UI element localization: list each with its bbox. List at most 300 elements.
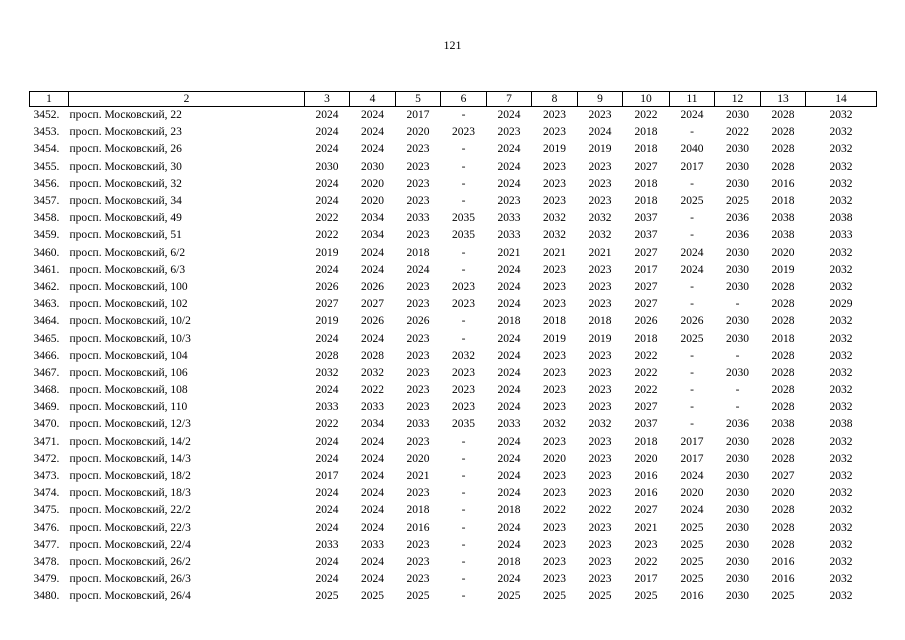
year-cell: 2019 xyxy=(543,332,566,345)
year-cell: 2024 xyxy=(497,487,521,500)
year-cell: 2030 xyxy=(315,160,339,173)
year-cell: 2032 xyxy=(588,212,612,225)
year-cell: 2022 xyxy=(315,229,339,242)
year-cell: - xyxy=(735,298,740,311)
table-row xyxy=(30,485,877,502)
column-header-12: 12 xyxy=(715,92,761,107)
year-cell: 2022 xyxy=(315,212,339,225)
address-cell: просп. Московский, 34 xyxy=(69,195,182,208)
year-cell: 2032 xyxy=(829,246,853,259)
table-row xyxy=(30,537,877,554)
table-row xyxy=(30,382,877,399)
year-cell: 2033 xyxy=(497,418,521,431)
year-cell: 2034 xyxy=(361,212,384,225)
year-cell: - xyxy=(735,349,740,362)
year-cell: 2032 xyxy=(829,538,853,551)
year-cell: 2025 xyxy=(680,521,704,534)
year-cell: 2030 xyxy=(726,332,749,345)
year-cell: 2017 xyxy=(634,573,658,586)
year-cell: 2024 xyxy=(361,246,384,259)
year-cell: 2023 xyxy=(634,538,658,551)
address-cell: просп. Московский, 10/3 xyxy=(69,332,191,345)
year-cell: 2024 xyxy=(680,246,704,259)
table-row xyxy=(30,262,877,279)
year-cell: - xyxy=(461,160,466,173)
year-cell: 2022 xyxy=(634,555,658,568)
year-cell: 2023 xyxy=(452,298,475,311)
year-cell: - xyxy=(461,315,466,328)
year-cell: 2023 xyxy=(543,366,566,379)
table-row xyxy=(30,520,877,537)
year-cell: 2033 xyxy=(315,538,339,551)
year-cell: 2024 xyxy=(497,280,521,293)
year-cell: 2022 xyxy=(634,109,658,122)
year-cell: 2032 xyxy=(829,280,853,293)
year-cell: 2023 xyxy=(452,126,475,139)
year-cell: 2028 xyxy=(771,160,795,173)
year-cell: 2028 xyxy=(771,143,795,156)
row-number-cell: 3475. xyxy=(33,504,60,517)
year-cell: 2022 xyxy=(634,366,658,379)
year-cell: - xyxy=(690,384,694,397)
year-cell: 2023 xyxy=(406,366,430,379)
year-cell: 2038 xyxy=(771,418,795,431)
address-cell: просп. Московский, 22/2 xyxy=(69,504,191,517)
year-cell: 2018 xyxy=(543,315,566,328)
table-row xyxy=(30,159,877,176)
year-cell: 2027 xyxy=(634,160,658,173)
year-cell: 2032 xyxy=(829,487,853,500)
year-cell: - xyxy=(461,246,466,259)
address-cell: просп. Московский, 104 xyxy=(69,349,188,362)
year-cell: 2024 xyxy=(315,143,339,156)
year-cell: - xyxy=(461,521,466,534)
address-cell: просп. Московский, 14/2 xyxy=(69,435,191,448)
year-cell: 2023 xyxy=(406,143,430,156)
year-cell: 2023 xyxy=(543,160,566,173)
year-cell: 2027 xyxy=(361,298,384,311)
year-cell: 2024 xyxy=(497,177,521,190)
year-cell: 2040 xyxy=(680,143,704,156)
year-cell: - xyxy=(690,418,694,431)
year-cell: 2025 xyxy=(726,195,749,208)
year-cell: 2022 xyxy=(315,418,339,431)
address-cell: просп. Московский, 108 xyxy=(69,384,188,397)
address-cell: просп. Московский, 22/3 xyxy=(69,521,191,534)
column-header-5: 5 xyxy=(396,92,441,107)
year-cell: 2025 xyxy=(680,573,704,586)
year-cell: 2030 xyxy=(726,487,749,500)
year-cell: 2030 xyxy=(726,435,749,448)
column-header-11: 11 xyxy=(670,92,715,107)
row-number-cell: 3460. xyxy=(33,246,60,259)
year-cell: 2024 xyxy=(361,126,384,139)
year-cell: 2025 xyxy=(680,332,704,345)
year-cell: 2028 xyxy=(771,504,795,517)
row-number-cell: 3453. xyxy=(33,126,60,139)
address-cell: просп. Московский, 51 xyxy=(69,229,182,242)
year-cell: 2023 xyxy=(543,401,566,414)
year-cell: 2033 xyxy=(497,212,521,225)
year-cell: 2024 xyxy=(315,263,339,276)
column-header-2: 2 xyxy=(69,92,305,107)
year-cell: 2033 xyxy=(829,229,853,242)
year-cell: 2023 xyxy=(543,263,566,276)
address-cell: просп. Московский, 32 xyxy=(69,177,182,190)
column-header-3: 3 xyxy=(305,92,350,107)
year-cell: 2032 xyxy=(829,160,853,173)
address-cell: просп. Московский, 102 xyxy=(69,298,188,311)
year-cell: 2028 xyxy=(771,435,795,448)
year-cell: 2023 xyxy=(588,573,612,586)
column-number-row xyxy=(30,92,877,107)
year-cell: 2032 xyxy=(543,229,566,242)
year-cell: 2018 xyxy=(497,555,521,568)
year-cell: 2022 xyxy=(543,504,566,517)
year-cell: 2034 xyxy=(361,229,384,242)
year-cell: - xyxy=(461,435,466,448)
year-cell: 2020 xyxy=(680,487,704,500)
year-cell: 2023 xyxy=(588,384,612,397)
year-cell: 2024 xyxy=(497,538,521,551)
year-cell: 2033 xyxy=(406,418,430,431)
year-cell: 2022 xyxy=(634,384,658,397)
year-cell: 2032 xyxy=(829,332,853,345)
year-cell: 2023 xyxy=(452,401,475,414)
year-cell: - xyxy=(461,177,466,190)
year-cell: 2035 xyxy=(452,418,475,431)
row-number-cell: 3467. xyxy=(33,366,60,379)
year-cell: - xyxy=(461,109,466,122)
year-cell: 2024 xyxy=(361,555,384,568)
table-row xyxy=(30,176,877,193)
table-row xyxy=(30,399,877,416)
year-cell: - xyxy=(461,143,466,156)
year-cell: 2030 xyxy=(726,470,749,483)
year-cell: 2025 xyxy=(361,590,384,603)
year-cell: 2028 xyxy=(771,349,795,362)
year-cell: 2030 xyxy=(726,590,749,603)
column-header-9: 9 xyxy=(578,92,623,107)
table-row xyxy=(30,124,877,141)
year-cell: 2016 xyxy=(634,470,658,483)
year-cell: - xyxy=(461,504,466,517)
year-cell: 2024 xyxy=(680,470,704,483)
year-cell: 2030 xyxy=(726,177,749,190)
year-cell: 2032 xyxy=(829,109,853,122)
year-cell: 2030 xyxy=(726,521,749,534)
table-header xyxy=(30,92,877,107)
year-cell: 2032 xyxy=(543,212,566,225)
address-cell: просп. Московский, 22 xyxy=(69,109,182,122)
table-row xyxy=(30,451,877,468)
year-cell: 2024 xyxy=(361,504,384,517)
year-cell: 2018 xyxy=(771,332,795,345)
year-cell: 2024 xyxy=(315,452,339,465)
year-cell: 2024 xyxy=(315,555,339,568)
year-cell: 2024 xyxy=(497,401,521,414)
address-cell: просп. Московский, 22/4 xyxy=(69,538,191,551)
year-cell: 2020 xyxy=(543,452,566,465)
year-cell: - xyxy=(690,280,694,293)
year-cell: 2028 xyxy=(771,521,795,534)
address-cell: просп. Московский, 26 xyxy=(69,143,182,156)
year-cell: 2023 xyxy=(497,126,521,139)
year-cell: 2028 xyxy=(771,126,795,139)
year-cell: 2028 xyxy=(771,384,795,397)
year-cell: 2018 xyxy=(497,504,521,517)
year-cell: 2024 xyxy=(315,521,339,534)
year-cell: 2024 xyxy=(497,298,521,311)
year-cell: 2016 xyxy=(771,555,795,568)
year-cell: 2018 xyxy=(497,315,521,328)
year-cell: 2018 xyxy=(634,435,658,448)
row-number-cell: 3472. xyxy=(33,452,60,465)
row-number-cell: 3462. xyxy=(33,280,60,293)
year-cell: 2024 xyxy=(361,435,384,448)
year-cell: 2024 xyxy=(497,435,521,448)
year-cell: 2033 xyxy=(361,401,384,414)
year-cell: 2023 xyxy=(588,177,612,190)
year-cell: 2024 xyxy=(361,109,384,122)
year-cell: 2030 xyxy=(726,160,749,173)
year-cell: 2023 xyxy=(406,177,430,190)
table-row xyxy=(30,571,877,588)
address-cell: просп. Московский, 18/3 xyxy=(69,487,191,500)
year-cell: 2024 xyxy=(497,573,521,586)
year-cell: 2032 xyxy=(829,470,853,483)
year-cell: 2032 xyxy=(588,418,612,431)
row-number-cell: 3459. xyxy=(33,229,60,242)
address-cell: просп. Московский, 6/2 xyxy=(69,246,186,259)
year-cell: 2023 xyxy=(543,470,566,483)
year-cell: 2024 xyxy=(315,573,339,586)
year-cell: 2024 xyxy=(361,143,384,156)
year-cell: 2023 xyxy=(543,384,566,397)
address-cell: просп. Московский, 26/3 xyxy=(69,573,191,586)
year-cell: 2016 xyxy=(634,487,658,500)
address-cell: просп. Московский, 49 xyxy=(69,212,182,225)
year-cell: 2030 xyxy=(726,555,749,568)
year-cell: 2023 xyxy=(406,555,430,568)
year-cell: 2038 xyxy=(771,229,795,242)
year-cell: 2019 xyxy=(588,143,612,156)
year-cell: 2027 xyxy=(634,280,658,293)
address-cell: просп. Московский, 100 xyxy=(69,280,188,293)
year-cell: 2024 xyxy=(315,504,339,517)
year-cell: 2030 xyxy=(726,246,749,259)
column-header-1: 1 xyxy=(30,92,69,107)
year-cell: 2038 xyxy=(829,418,853,431)
year-cell: 2019 xyxy=(543,143,566,156)
table-row xyxy=(30,416,877,433)
year-cell: 2024 xyxy=(588,126,612,139)
table-row xyxy=(30,348,877,365)
table-body xyxy=(30,107,877,606)
year-cell: 2023 xyxy=(588,160,612,173)
year-cell: 2028 xyxy=(361,349,384,362)
year-cell: 2030 xyxy=(361,160,384,173)
year-cell: 2019 xyxy=(588,332,612,345)
year-cell: 2023 xyxy=(406,538,430,551)
year-cell: 2024 xyxy=(361,573,384,586)
year-cell: 2027 xyxy=(771,470,795,483)
year-cell: 2024 xyxy=(497,349,521,362)
year-cell: 2023 xyxy=(406,435,430,448)
year-cell: 2019 xyxy=(315,246,339,259)
year-cell: - xyxy=(690,298,694,311)
year-cell: 2030 xyxy=(726,263,749,276)
table-row xyxy=(30,210,877,227)
row-number-cell: 3474. xyxy=(33,487,60,500)
year-cell: - xyxy=(690,366,694,379)
year-cell: 2032 xyxy=(829,143,853,156)
year-cell: 2017 xyxy=(680,435,704,448)
year-cell: 2034 xyxy=(361,418,384,431)
column-header-10: 10 xyxy=(623,92,670,107)
year-cell: 2036 xyxy=(726,212,749,225)
year-cell: 2023 xyxy=(588,195,612,208)
year-cell: 2032 xyxy=(829,366,853,379)
year-cell: 2016 xyxy=(771,573,795,586)
year-cell: 2023 xyxy=(543,538,566,551)
year-cell: 2020 xyxy=(771,246,795,259)
year-cell: 2024 xyxy=(361,332,384,345)
year-cell: 2023 xyxy=(452,384,475,397)
year-cell: 2028 xyxy=(771,109,795,122)
year-cell: 2030 xyxy=(726,109,749,122)
year-cell: 2022 xyxy=(361,384,384,397)
year-cell: 2028 xyxy=(771,315,795,328)
year-cell: 2032 xyxy=(829,195,853,208)
year-cell: - xyxy=(690,126,694,139)
year-cell: 2020 xyxy=(771,487,795,500)
year-cell: 2023 xyxy=(543,298,566,311)
address-cell: просп. Московский, 6/3 xyxy=(69,263,186,276)
address-cell: просп. Московский, 30 xyxy=(69,160,182,173)
year-cell: 2032 xyxy=(543,418,566,431)
table-row xyxy=(30,245,877,262)
year-cell: 2025 xyxy=(680,555,704,568)
year-cell: 2023 xyxy=(406,332,430,345)
year-cell: 2017 xyxy=(634,263,658,276)
row-number-cell: 3469. xyxy=(33,401,60,414)
year-cell: 2037 xyxy=(634,229,658,242)
year-cell: 2023 xyxy=(588,366,612,379)
year-cell: 2023 xyxy=(543,280,566,293)
year-cell: - xyxy=(461,487,466,500)
table-row xyxy=(30,330,877,347)
year-cell: 2027 xyxy=(634,298,658,311)
row-number-cell: 3461. xyxy=(33,263,60,276)
year-cell: 2021 xyxy=(406,470,430,483)
year-cell: 2024 xyxy=(361,521,384,534)
year-cell: 2023 xyxy=(406,384,430,397)
year-cell: 2022 xyxy=(634,349,658,362)
year-cell: 2024 xyxy=(361,452,384,465)
year-cell: 2033 xyxy=(406,212,430,225)
year-cell: 2023 xyxy=(588,538,612,551)
row-number-cell: 3458. xyxy=(33,212,60,225)
year-cell: 2023 xyxy=(543,177,566,190)
year-cell: 2038 xyxy=(771,212,795,225)
year-cell: 2025 xyxy=(315,590,339,603)
year-cell: 2018 xyxy=(588,315,612,328)
year-cell: 2025 xyxy=(771,590,795,603)
year-cell: 2024 xyxy=(680,109,704,122)
year-cell: 2023 xyxy=(543,435,566,448)
year-cell: 2023 xyxy=(406,298,430,311)
year-cell: 2025 xyxy=(406,590,430,603)
year-cell: 2021 xyxy=(588,246,612,259)
address-cell: просп. Московский, 14/3 xyxy=(69,452,191,465)
address-cell: просп. Московский, 10/2 xyxy=(69,315,191,328)
row-number-cell: 3471. xyxy=(33,435,60,448)
year-cell: 2036 xyxy=(726,418,749,431)
year-cell: 2024 xyxy=(315,109,339,122)
year-cell: - xyxy=(690,229,694,242)
year-cell: 2023 xyxy=(406,349,430,362)
year-cell: 2023 xyxy=(588,401,612,414)
building-repair-table xyxy=(29,91,877,605)
year-cell: 2017 xyxy=(315,470,339,483)
year-cell: 2032 xyxy=(829,435,853,448)
year-cell: 2024 xyxy=(315,435,339,448)
year-cell: 2020 xyxy=(634,452,658,465)
year-cell: 2035 xyxy=(452,212,475,225)
table-row xyxy=(30,502,877,519)
table-row xyxy=(30,227,877,244)
year-cell: 2019 xyxy=(771,263,795,276)
year-cell: 2021 xyxy=(497,246,521,259)
row-number-cell: 3470. xyxy=(33,418,60,431)
row-number-cell: 3464. xyxy=(33,315,60,328)
year-cell: 2025 xyxy=(588,590,612,603)
year-cell: 2024 xyxy=(361,487,384,500)
year-cell: 2030 xyxy=(726,366,749,379)
year-cell: 2033 xyxy=(315,401,339,414)
year-cell: 2018 xyxy=(406,504,430,517)
year-cell: 2032 xyxy=(829,126,853,139)
year-cell: 2024 xyxy=(497,366,521,379)
table-row xyxy=(30,365,877,382)
year-cell: 2025 xyxy=(497,590,521,603)
year-cell: 2018 xyxy=(634,332,658,345)
year-cell: - xyxy=(735,384,740,397)
year-cell: 2037 xyxy=(634,418,658,431)
year-cell: 2017 xyxy=(406,109,430,122)
year-cell: 2018 xyxy=(634,177,658,190)
year-cell: 2023 xyxy=(588,298,612,311)
year-cell: 2024 xyxy=(497,384,521,397)
column-header-13: 13 xyxy=(761,92,806,107)
row-number-cell: 3476. xyxy=(33,521,60,534)
row-number-cell: 3479. xyxy=(33,573,60,586)
year-cell: 2025 xyxy=(634,590,658,603)
column-header-4: 4 xyxy=(350,92,396,107)
year-cell: 2023 xyxy=(543,487,566,500)
year-cell: 2024 xyxy=(406,263,430,276)
year-cell: 2021 xyxy=(543,246,566,259)
table-row xyxy=(30,193,877,210)
year-cell: 2024 xyxy=(361,470,384,483)
column-header-7: 7 xyxy=(487,92,532,107)
address-cell: просп. Московский, 18/2 xyxy=(69,470,191,483)
year-cell: 2028 xyxy=(771,401,795,414)
year-cell: 2016 xyxy=(771,177,795,190)
address-cell: просп. Московский, 106 xyxy=(69,366,188,379)
year-cell: 2024 xyxy=(497,160,521,173)
